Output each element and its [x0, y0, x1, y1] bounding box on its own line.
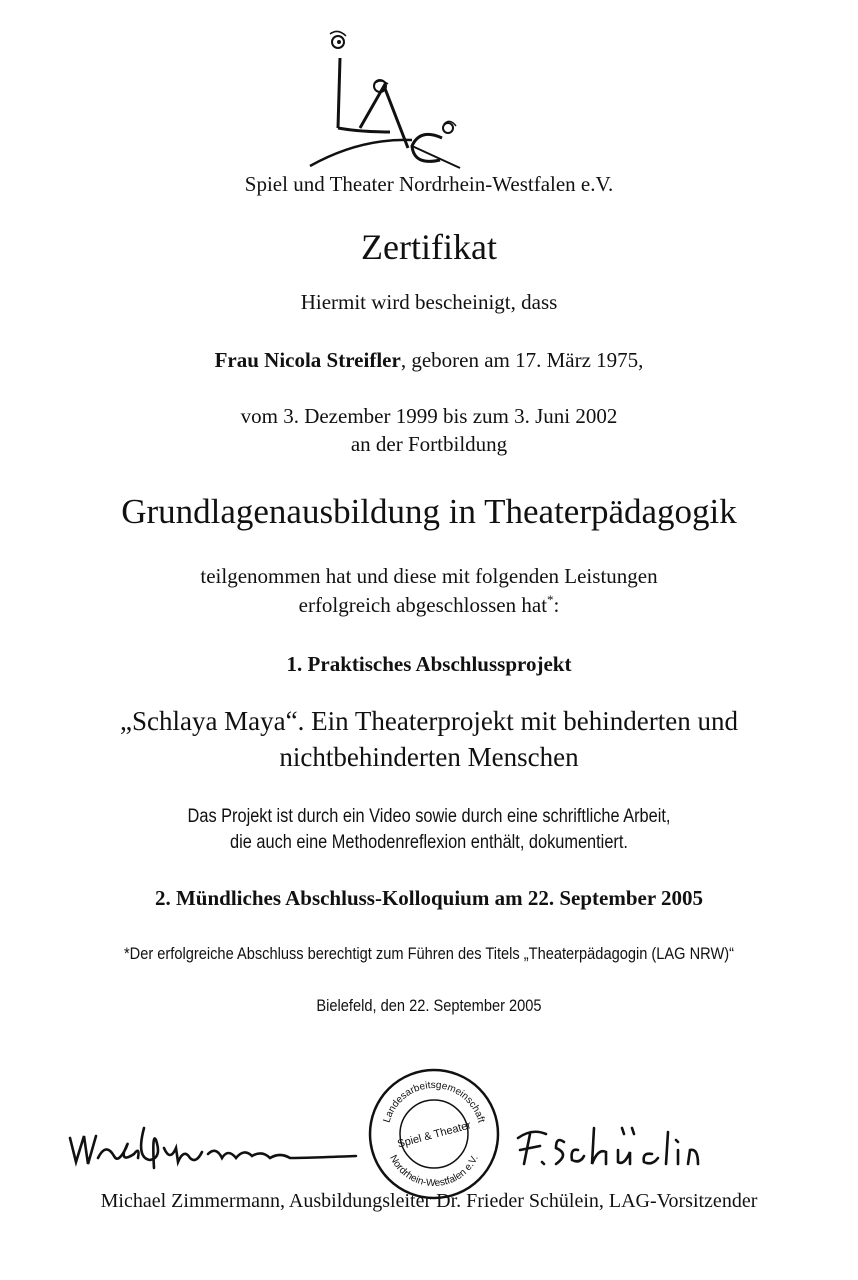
svg-text:Nordrhein-Westfalen e.V.	[387, 1153, 481, 1189]
lag-logo	[300, 28, 470, 178]
signature-schuelein	[512, 1118, 712, 1178]
result-line-2	[0, 592, 858, 618]
svg-text:Landesarbeitsgemeinschaft	[382, 1080, 487, 1124]
stamp-top-text: Landesarbeitsgemeinschaft	[381, 1079, 487, 1125]
project-title-line-1: „Schlaya Maya“. Ein Theaterprojekt mit behinderten und	[119, 706, 739, 736]
certificate-title: Zertifikat	[361, 227, 497, 267]
organization-name: Spiel und Theater Nordrhein-Westfalen e.V.	[244, 172, 614, 196]
period-line-1: vom 3. Dezember 1999 bis zum 3. Juni 2002	[240, 404, 618, 428]
person-name: Frau Nicola Streifler	[214, 348, 401, 372]
project-description-line-2: die auch eine Methodenreflexion enthält, dokumentiert.	[230, 832, 628, 853]
stamp-bottom-text: Nordrhein-Westfalen e.V.	[387, 1153, 481, 1190]
project-description-line-1: Das Projekt ist durch ein Video sowie durch eine schriftliche Arbeit,	[187, 806, 671, 827]
person-line	[0, 348, 858, 373]
result-text: erfolgreich abgeschlossen hat	[298, 593, 548, 617]
result-colon: :	[553, 593, 560, 617]
project-title-line-2: nichtbehinderten Menschen	[279, 742, 579, 772]
course-title: Grundlagenausbildung in Theaterpädagogik	[121, 492, 737, 531]
footnote-marker: *	[547, 592, 554, 607]
section-1-heading: 1. Praktisches Abschlussprojekt	[286, 652, 572, 676]
period-line-2: an der Fortbildung	[350, 432, 508, 456]
intro-text: Hiermit wird bescheinigt, dass	[300, 290, 558, 314]
section-2-heading: 2. Mündliches Abschluss-Kolloquium am 22. September 2005	[154, 886, 704, 910]
stamp-center-text: Spiel & Theater	[396, 1119, 473, 1151]
result-line-1: teilgenommen hat und diese mit folgenden Leistungen	[200, 564, 658, 588]
signature-zimmermann	[66, 1118, 366, 1178]
place-date: Bielefeld, den 22. September 2005	[316, 996, 542, 1015]
footnote: *Der erfolgreiche Abschluss berechtigt zum Führen des Titels „Theaterpädagogin (LAG NRW)“	[123, 944, 734, 963]
person-birth: , geboren am 17. März 1975,	[400, 348, 644, 372]
signers-line: Michael Zimmermann, Ausbildungsleiter Dr. Frieder Schülein, LAG-Vorsitzender	[100, 1190, 758, 1212]
organization-stamp	[366, 1066, 502, 1202]
